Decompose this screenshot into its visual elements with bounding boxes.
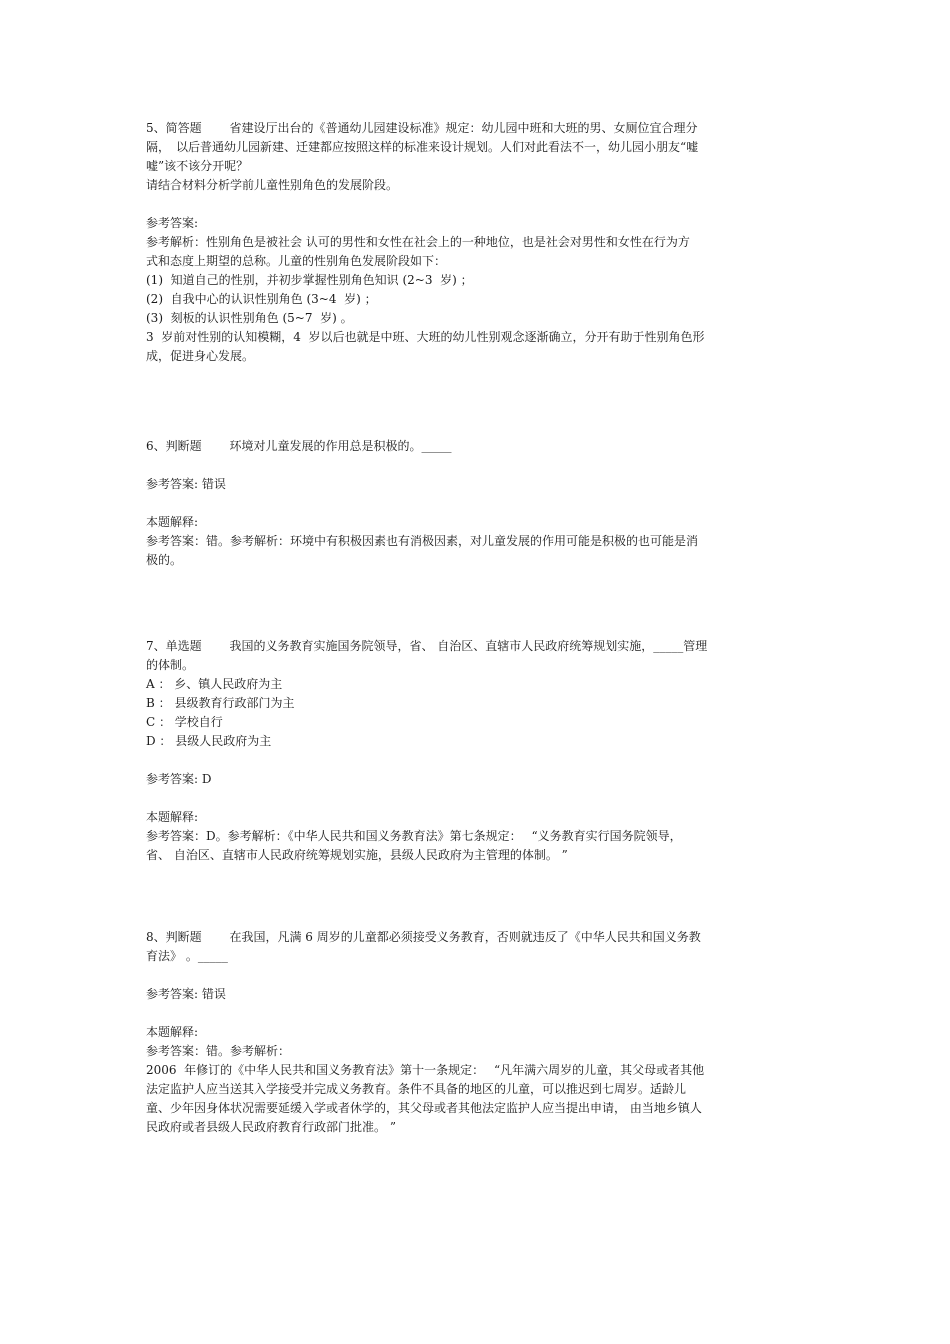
question-6-answer: 参考答案: 错误 bbox=[146, 477, 226, 491]
question-8 bbox=[146, 928, 810, 1137]
question-7-explain-label: 本题解释: bbox=[146, 810, 199, 824]
question-7-analysis-line: 省、 自治区、直辖市人民政府统筹规划实施，县级人民政府为主管理的体制。 ” bbox=[146, 848, 568, 862]
question-5-stem-line: 嘘”该不该分开呢？ bbox=[146, 159, 249, 173]
option-c: C ： 学校自行 bbox=[146, 715, 223, 729]
question-5-analysis-line: 参考解析：性别角色是被社会 认可的男性和女性在社会上的一种地位，也是社会对男性和女性在行为方 bbox=[146, 235, 690, 249]
question-8-analysis-line: 童、少年因身体状况需要延缓入学或者休学的，其父母或者其他法定监护人应当提出申请， 由当地乡镇人 bbox=[146, 1101, 702, 1115]
question-8-head: 8、判断题 在我国，凡满 6 周岁的儿童都必须接受义务教育，否则就违反了《中华人民共和国义务教 bbox=[146, 930, 701, 944]
question-5-analysis-line: (1) 知道自己的性别，并初步掌握性别角色知识 (2~3 岁) ； bbox=[146, 273, 473, 287]
question-7-answer: 参考答案: D bbox=[146, 772, 212, 786]
question-6 bbox=[146, 437, 810, 570]
question-5-answer-label: 参考答案: bbox=[146, 216, 199, 230]
question-8-analysis-line: 法定监护人应当送其入学接受并完成义务教育。条件不具备的地区的儿童，可以推迟到七周岁。适龄儿 bbox=[146, 1082, 687, 1096]
question-5-analysis-line: 式和态度上期望的总称。儿童的性别角色发展阶段如下： bbox=[146, 254, 447, 268]
question-6-head: 6、判断题 环境对儿童发展的作用总是积极的。_____ bbox=[146, 439, 452, 453]
document-page bbox=[146, 119, 810, 1137]
question-6-analysis-line: 参考答案：错。参考解析：环境中有积极因素也有消极因素，对儿童发展的作用可能是积极的也可能是消 bbox=[146, 534, 699, 548]
question-8-stem-line: 育法》 。_____ bbox=[146, 949, 228, 963]
question-5-analysis-line: 成，促进身心发展。 bbox=[146, 349, 255, 363]
question-5-analysis-line: 3 岁前对性别的认知模糊，4 岁以后也就是中班、大班的幼儿性别观念逐渐确立，分开有助于性别角色形 bbox=[146, 330, 705, 344]
option-d: D ： 县级人民政府为主 bbox=[146, 734, 272, 748]
question-5-stem-line: 隔， 以后普通幼儿园新建、迁建都应按照这样的标准来设计规划。人们对此看法不一，幼儿园小朋友“嘘 bbox=[146, 140, 699, 154]
question-7 bbox=[146, 637, 810, 865]
question-8-analysis-line: 参考答案：错。参考解析： bbox=[146, 1044, 291, 1058]
question-8-explain-label: 本题解释: bbox=[146, 1025, 199, 1039]
question-5-stem-line: 请结合材料分析学前儿童性别角色的发展阶段。 bbox=[146, 178, 399, 192]
question-8-analysis-line: 民政府或者县级人民政府教育行政部门批准。 ” bbox=[146, 1120, 396, 1134]
option-a: A ： 乡、镇人民政府为主 bbox=[146, 677, 283, 691]
question-5-head: 5、简答题 省建设厅出台的《普通幼儿园建设标准》规定：幼儿园中班和大班的男、女厕位宜合理分 bbox=[146, 121, 698, 135]
question-5-analysis-line: (2) 自我中心的认识性别角色 (3~4 岁) ； bbox=[146, 292, 377, 306]
question-8-analysis-line: 2006 年修订的《中华人民共和国义务教育法》第十一条规定： “凡年满六周岁的儿童，其父母或者其他 bbox=[146, 1063, 705, 1077]
question-7-analysis-line: 参考答案：D。参考解析：《中华人民共和国义务教育法》第七条规定： “义务教育实行国务院领导， bbox=[146, 829, 682, 843]
question-6-explain-label: 本题解释: bbox=[146, 515, 199, 529]
option-b: B ： 县级教育行政部门为主 bbox=[146, 696, 295, 710]
question-5-analysis-line: (3) 刻板的认识性别角色 (5~7 岁) 。 bbox=[146, 311, 353, 325]
question-7-stem-line: 的体制。 bbox=[146, 658, 195, 672]
question-7-head: 7、单选题 我国的义务教育实施国务院领导，省、 自治区、直辖市人民政府统筹规划实施，_____管理 bbox=[146, 639, 708, 653]
question-8-answer: 参考答案: 错误 bbox=[146, 987, 226, 1001]
question-5 bbox=[146, 119, 810, 366]
question-6-analysis-line: 极的。 bbox=[146, 553, 183, 567]
